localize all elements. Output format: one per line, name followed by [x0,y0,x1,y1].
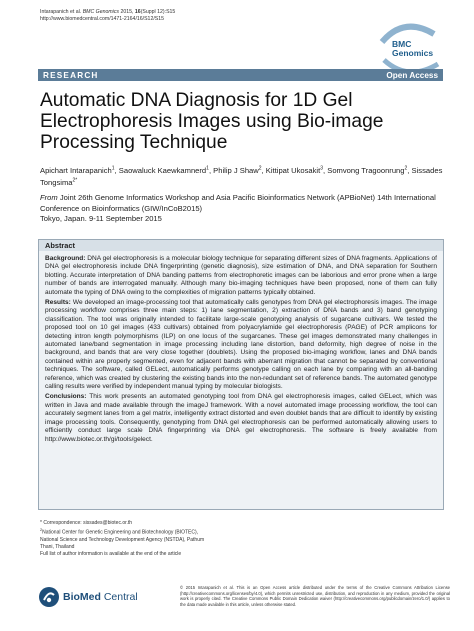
author: Somvong Tragoonrung$^2$, [327,165,410,175]
citation-header [40,9,175,23]
author: Saowaluck Kaewkamnerd$^1$, [118,165,214,175]
biomed-central-logo: BioMed Central [38,585,158,609]
footnotes: * Correspondence: sissades@biotec.or.th $^2$National Center for Genetic Engineering and Biotechnology (BIOTEC), National Science and Technology Development Agency (NSTDA), Pathum Thani, Thailand Full list of author information is available at the end of the article [40,520,460,558]
correspondence: * Correspondence: sissades@biotec.or.th [40,520,133,526]
article-title: Automatic DNA Diagnosis for 1D Gel Electrophoresis Images using Bio-image Processing Technique [40,90,384,153]
citation-line1: Intarapanich et al. BMC Genomics 2015, 16(Suppl 12):S15 [40,9,176,15]
author-list [40,163,444,188]
author: Kittipat Ukosakit$^3$, [265,165,328,175]
research-label: RESEARCH [43,70,99,80]
author: Sissades Tongsima$^{2*}$ [40,165,443,188]
citation-url[interactable]: http://www.biomedcentral.com/1471-2164/16/S12/S15 [40,16,164,22]
author: Philip J Shaw$^2$, [213,165,266,175]
abstract-box [38,239,444,510]
author: Apichart Intarapanich$^1$, [40,165,119,175]
abstract-results: Results: We developed an image-processing tool that automatically calls genotypes from DNA gel electrophoresis images. The image processing workflow comprises three main steps: 1) lane segmentation, 2) extraction of DNA bands and 3) band genotyping classification. The tool was originally intended to facilitate large-scale genotyping analysis of sugarcane cultivars. We tested the proposed tool on 10 gel images (433 cultivars) obtained from polyacrylamide gel electrophoresis (PAGE) of PCR amplicons for detecting intron length polymorphisms (ILP) on one locus of the sugarcanes. These gel images demonstrated many challenges in automated lane/band segmentation in image processing including lane distortion, band deformity, high degree of noise in the background, and bands that are very close together (doublets). Using the proposed bio-imaging workflow, lanes and DNA bands contained within are properly segmented, even for adjacent bands with aberrant migration that cannot be separated by conventional techniques. The software, called GELect, automatically performs genotype calling on each lane by comparing with an all-banding reference, which was created by clustering the existing bands into the non-redundant set of reference bands. The automated genotype calling results were verified by independent manual typing by molecular biologists. [45,298,437,391]
abstract-heading: Abstract [39,240,443,251]
conference-info: From Joint 26th Genome Informatics Workshop and Asia Pacific Bioinformatics Network (APBioNet) 14th International Conference on Bioinformatics (GIW/InCoB2015) Tokyo, Japan. 9-11 September 2015 [40,193,436,223]
open-access-label: Open Access [386,70,438,80]
license-text: © 2015 Intarapanich et al. This is an Open Access article distributed under the terms of the Creative Commons Attribution License (http://creativecommons.org/licenses/by/4.0), which permits unrestricted use, distribution, and reproduction in any medium, provided the original work is properly cited. The Creative Commons Public Domain Dedication waiver (http://creativecommons.org/publicdomain/zero/1.0/) applies to the data made available in this article, unless otherwise stated. [180,585,450,608]
abstract-conclusions: Conclusions: This work presents an automated genotyping tool from DNA gel electrophoresis images, called GELect, which was written in Java and made available through the imageJ framework. With a novel automated image processing workflow, the tool can accurately segment lanes from a gel matrix, intelligently extract distorted and even doublet bands that are difficult to identify by existing image processing tools. Consequently, genotyping from DNA gel electrophoresis can be performed automatically allowing users to efficiently conduct large scale DNA fingerprinting via DNA gel electrophoresis. The software is freely available from http://www.biotec.or.th/gi/tools/gelect. [45,393,437,443]
abstract-background: Background: DNA gel electrophoresis is a molecular biology technique for separating different sizes of DNA fragments. Applications of DNA gel electrophoresis include DNA fingerprinting (genetic diagnosis), size estimation of DNA, and DNA separation for Southern blotting. Accurate interpretation of DNA banding patterns from electrophoretic images can be laborious and error prone when a large number of bands are interrogated manually. Although many bio-imaging techniques have been proposed, none of them can fully automate the typing of DNA owing to the complexities of migration patterns typically obtained. [45,255,437,296]
abstract-body [39,251,443,444]
biomed-central-mark-icon [38,586,60,608]
author-info-note: Full list of author information is available at the end of the article [40,550,182,557]
affiliation: $^2$National Center for Genetic Engineering and Biotechnology (BIOTEC), [40,528,199,536]
section-bar [38,69,443,81]
journal-logo-text: BMC Genomics [392,39,434,58]
